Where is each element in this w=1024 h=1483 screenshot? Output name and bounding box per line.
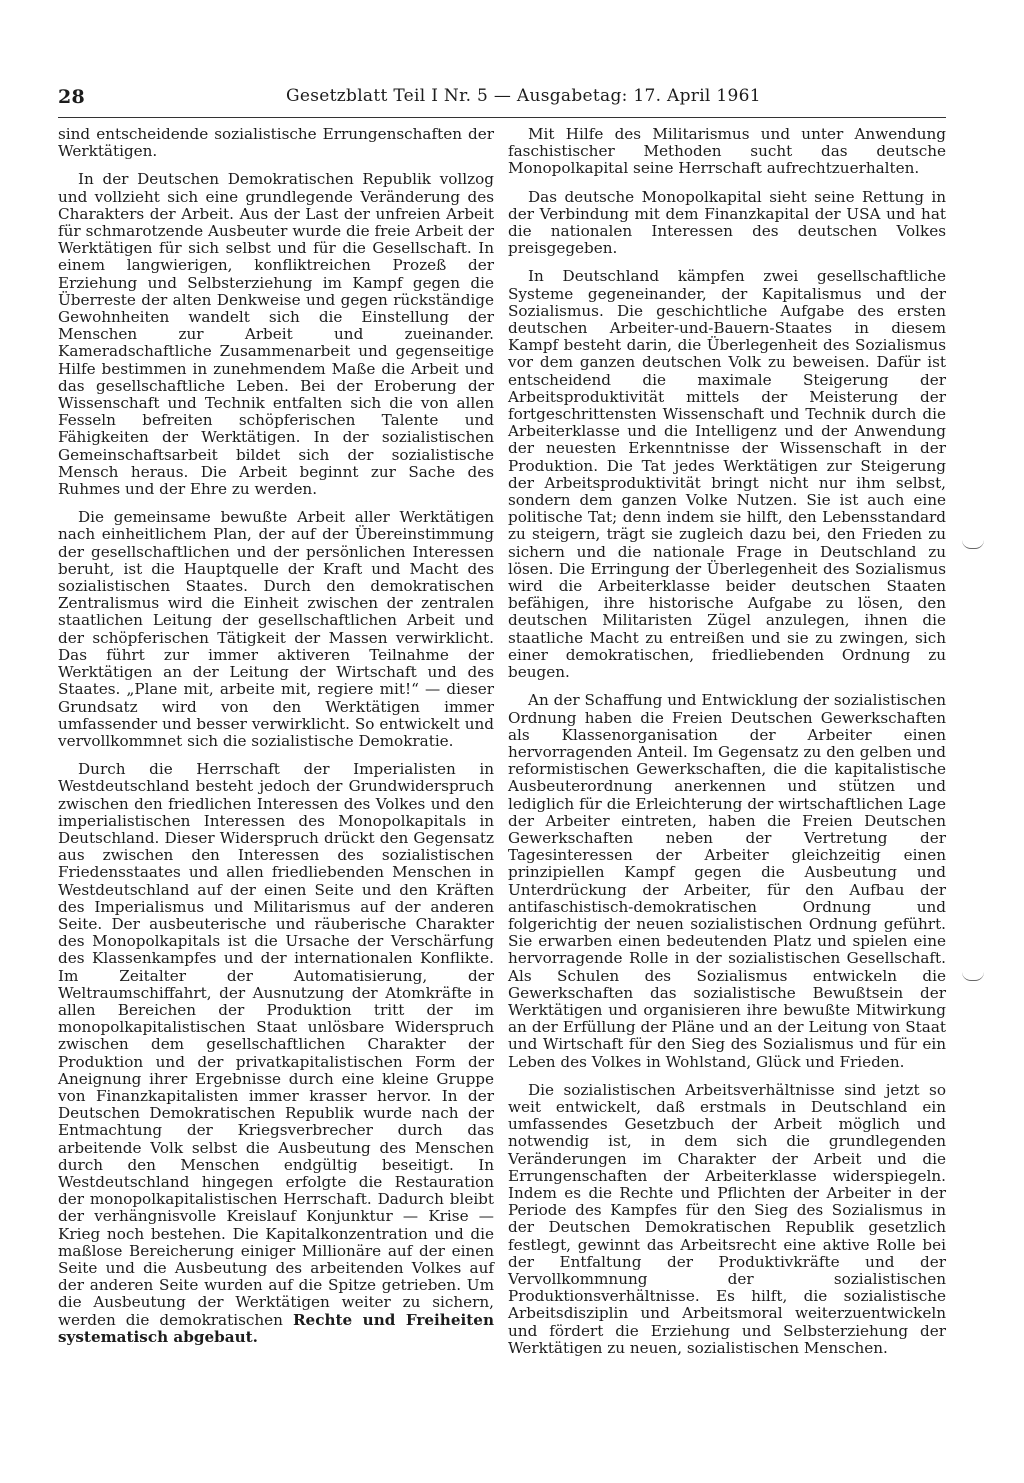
margin-mark-icon	[962, 540, 984, 549]
paragraph	[58, 761, 494, 1346]
paragraph-text: Durch die Herrschaft der Imperialisten in Westdeutschland besteht jedoch der Grundwiderspruch zwischen den friedlichen Interessen des Volkes und den imperialistischen Interessen des Monopolkapitals in Deutschland. Dieser Widerspruch drückt den Gegensatz aus zwischen den Interessen des sozialistischen Friedensstaates und allen friedliebenden Menschen in Westdeutschland auf der einen Seite und den Kräften des Imperialismus und Militarismus auf der anderen Seite. Der ausbeuterische und räuberische Charakter des Monopolkapitals ist die Ursache der Verschärfung des Klassenkampfes und der internationalen Konflikte. Im Zeitalter der Automatisierung, der Weltraumschiffahrt, der Ausnutzung der Atomkräfte in allen Bereichen der Produktion tritt der im monopolkapitalistischen Staat unlösbare Widerspruch zwischen dem gesellschaftlichen Charakter der Produktion und der privatkapitalistischen Form der Aneignung ihrer Ergebnisse durch eine kleine Gruppe von Finanzkapitalisten immer krasser hervor. In der Deutschen Demokratischen Republik wurde nach der Entmachtung der Kriegsverbrecher durch das arbeitende Volk selbst die Ausbeutung des Menschen durch den Menschen endgültig beseitigt. In Westdeutschland hingegen erfolgte die Restauration der monopolkapitalistischen Herrschaft. Dadurch bleibt der verhängnisvolle Kreislauf Konjunktur — Krise — Krieg noch bestehen. Die Kapitalkonzentration und die maßlose Bereicherung einiger Millionäre auf der einen Seite und die Ausbeutung des arbeitenden Volkes auf der anderen Seite wurden auf die Spitze getrieben. Um die Ausbeutung der Werktätigen weiter zu sichern, werden die demokratischen	[58, 760, 494, 1329]
paragraph: Mit Hilfe des Militarismus und unter Anwendung faschistischer Methoden sucht das deutsche Monopolkapital seine Herrschaft aufrechtzuerhalten.	[508, 125, 946, 178]
right-column	[508, 126, 946, 1368]
paragraph-text: Die sozialistischen Arbeitsverhältnisse sind jetzt so weit entwickelt, daß erstmals in Deutschland ein umfassendes Gesetzbuch der Arbeit möglich und notwendig ist, in dem sich die grundlegenden Veränderungen im Charakter der Arbeit und die Errungenschaften der Arbeiterklasse widerspiegeln. Indem es die Rechte und Pflichten der Arbeiter in der Periode des Kampfes für den Sieg des Sozialismus in der Deutschen Demokratischen Republik gesetzlich festlegt, gewinnt das Arbeitsrecht eine aktive Rolle bei der Entfaltung der Produktivkräfte und der Vervollkommnung der sozialistischen Produktionsverhältnisse. Es hilft, die sozialistische Arbeitsdisziplin und Arbeitsmoral weiterzuentwickeln und fördert die Erziehung und Selbsterziehung der	[508, 1080, 946, 1340]
paragraph-bold-tail: Rechte und Freiheiten systematisch abgebaut.	[58, 1310, 494, 1346]
page-number: 28	[58, 86, 86, 108]
paragraph: In der Deutschen Demokratischen Republik vollzog und vollzieht sich eine grundlegende Veränderung des Charakters der Arbeit. Aus der Last der unfreien Arbeit für schmarotzende Ausbeuter wurde die freie Arbeit der Werktätigen für sich selbst und für die Gesellschaft. In einem langwierigen, konfliktreichen Prozeß der Erziehung und Selbsterziehung im Kampf gegen die Überreste der alten Denkweise und gegen rückständige Gewohnheiten wandelt sich die Einstellung der Menschen zur Arbeit und zueinander. Kameradschaftliche Zusammenarbeit und gegenseitige Hilfe bestimmen in zunehmendem Maße die Arbeit und das gesellschaftliche Leben. Bei der Eroberung der Wissenschaft und Technik entfalten sich die von allen Fesseln befreiten schöpferischen Talente und Fähigkeiten der Werktätigen. In der sozialistischen Gemeinschaftsarbeit bildet sich der sozialistische Mensch heraus. Die Arbeit beginnt zur Sache des Ruhmes und der Ehre zu werden.	[58, 170, 494, 499]
running-title: Gesetzblatt Teil I Nr. 5 — Ausgabetag: 17. April 1961	[286, 86, 761, 106]
paragraph: In Deutschland kämpfen zwei gesellschaftliche Systeme gegeneinander, der Kapitalismus und der Sozialismus. Die geschichtliche Aufgabe des ersten deutschen Arbeiter-und-Bauern-Staates in diesem Kampf besteht darin, die Überlegenheit des Sozialismus vor dem ganzen deutschen Volk zu beweisen. Dafür ist entscheidend die maximale Steigerung der Arbeitsproduktivität mittels der Meisterung der fortgeschrittensten Wissenschaft und Technik durch die Arbeiterklasse und die Intelligenz und der Anwendung der neuesten Erkenntnisse der Wissenschaft in der Produktion. Die Tat jedes Werktätigen zur Steigerung der Arbeitsproduktivität bringt nicht nur ihm selbst, sondern dem ganzen Volke Nutzen. Sie ist auch eine politische Tat; denn indem sie hilft, den Lebensstandard zu steigern, trägt sie zugleich dazu bei, den Frieden zu sichern und die nationale Frage in Deutschland zu lösen. Die Erringung der Überlegenheit des Sozialismus wird die Arbeiterklasse beider deutschen Staaten befähigen, ihre historische Aufgabe zu lösen, den deutschen Militaristen Zügel anzulegen, ihnen die staatliche Macht zu entreißen und sie zu zwingen, sich einer demokratischen, friedliebenden Ordnung zu beugen.	[508, 267, 946, 682]
margin-mark-icon	[962, 972, 984, 981]
paragraph: sind entscheidende sozialistische Errungenschaften der Werktätigen.	[58, 125, 494, 161]
header-rule	[58, 117, 946, 118]
paragraph	[508, 1082, 946, 1357]
paragraph: An der Schaffung und Entwicklung der sozialistischen Ordnung haben die Freien Deutschen Gewerkschaften als Klassenorganisation der Arbeiter einen hervorragenden Anteil. Im Gegensatz zu den gelben und reformistischen Gewerkschaften, die die kapitalistische Ausbeuterordnung anerkennen und stützen und lediglich für die Erleichterung der wirtschaftlichen Lage der Arbeiter eintreten, haben die Freien Deutschen Gewerkschaften neben der Vertretung der Tagesinteressen der Arbeiter gleichzeitig einen prinzipiellen Kampf gegen die Ausbeutung und Unterdrückung der Arbeiter, für den Aufbau der antifaschistisch-demokratischen Ordnung und folgerichtig der neuen sozialistischen Ordnung geführt. Sie erwarben einen bedeutenden Platz und spielen eine hervorragende Rolle in der sozialistischen Gesellschaft. Als Schulen des Sozialismus entwickeln die Gewerkschaften das sozialistische Bewußtsein der Werktätigen und organisieren ihre bewußte Mitwirkung an der Erfüllung der Pläne und an der Leitung von Staat und Wirtschaft für den Sieg des Sozialismus und für ein Leben des Volkes in Wohlstand, Glück und Frieden.	[508, 691, 946, 1071]
paragraph-tail: Werktätigen zu neuen, sozialistischen Menschen.	[508, 1338, 888, 1357]
paragraph: Das deutsche Monopolkapital sieht seine Rettung in der Verbindung mit dem Finanzkapital der USA und hat die nationalen Interessen des deutschen Volkes preisgegeben.	[508, 187, 946, 258]
paragraph: Die gemeinsame bewußte Arbeit aller Werktätigen nach einheitlichem Plan, der auf der Übereinstimmung der gesellschaftlichen und der persönlichen Interessen beruht, ist die Hauptquelle der Kraft und Macht des sozialistischen Staates. Durch den demokratischen Zentralismus wird die Einheit zwischen der zentralen staatlichen Leitung der gesellschaftlichen Arbeit und der schöpferischen Tätigkeit der Massen verwirklicht. Das führt zur immer aktiveren Teilnahme der Werktätigen an der Leitung der Wirtschaft und des Staates. „Plane mit, arbeite mit, regiere mit!“ — dieser Grundsatz wird von den Werktätigen immer umfassender und besser verwirklicht. So entwickelt und vervollkommnet sich die sozialistische Demokratie.	[58, 508, 494, 750]
page-header	[58, 86, 946, 112]
left-column	[58, 126, 494, 1357]
